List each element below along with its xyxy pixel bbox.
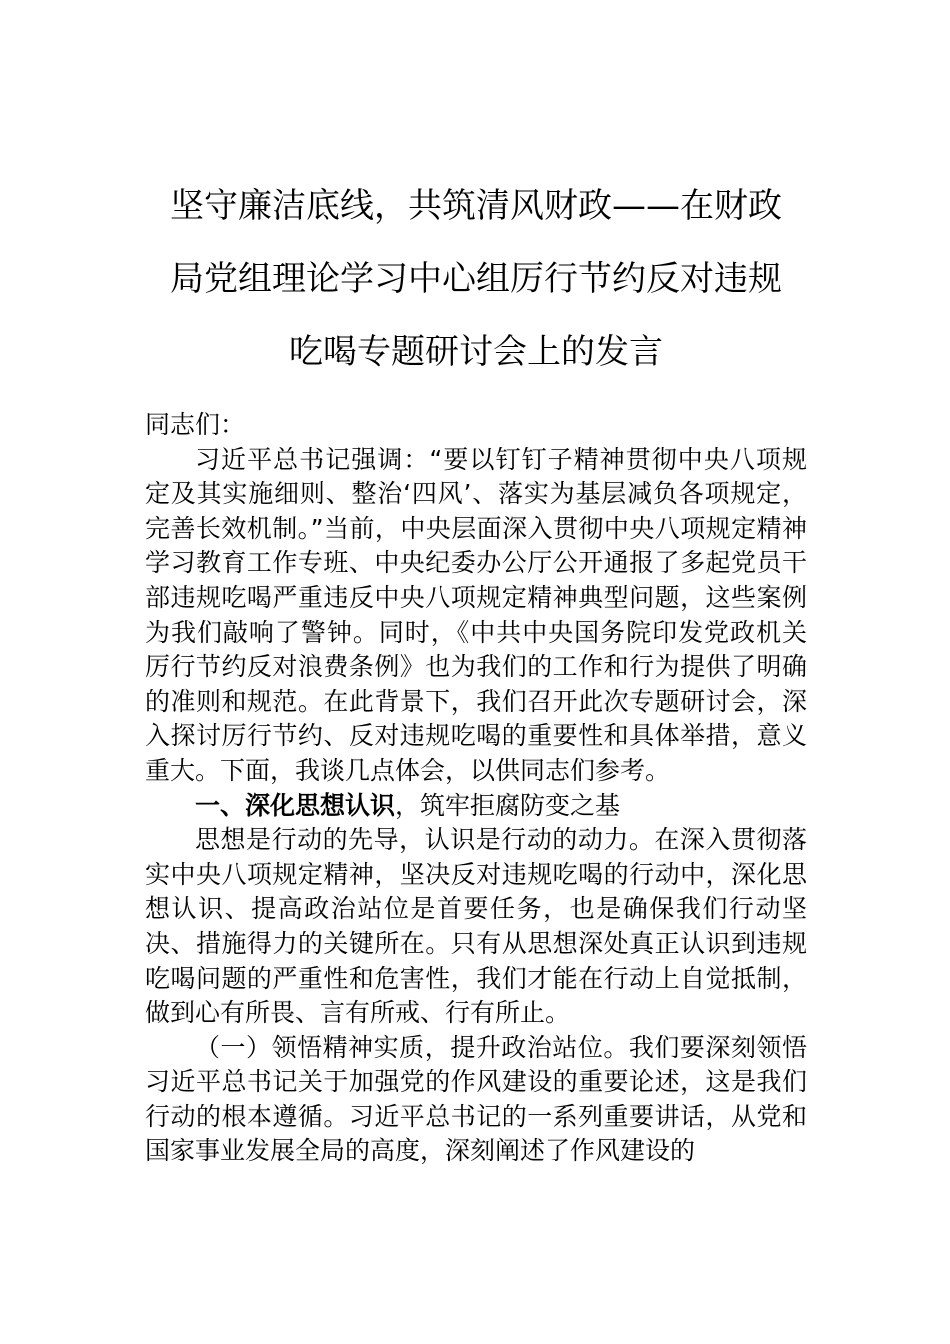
- section-1-heading-prefix: 一、深化思想认识: [195, 790, 396, 820]
- section-1-paragraph: 思想是行动的先导，认识是行动的动力。在深入贯彻落实中央八项规定精神，坚决反对违规吃喝的行动中，深化思想认识、提高政治站位是首要任务，也是确保我们行动坚决、措施得力的关键所在。只有从思想深处真正认识到违规吃喝问题的严重性和危害性，我们才能在行动上自觉抵制，做到心有所畏、言有所戒、行有所止。: [145, 825, 807, 1028]
- document-title: [150, 170, 802, 389]
- title-line-2: 局党组理论学习中心组厉行节约反对违规: [170, 259, 782, 299]
- document-body: [145, 408, 807, 1169]
- intro-paragraph: 习近平总书记强调：“要以钉钉子精神贯彻中央八项规定及其实施细则、整治‘四风’、落实为基层减负各项规定，完善长效机制。”当前，中央层面深入贯彻中央八项规定精神学习教育工作专班、中央纪委办公厅公开通报了多起党员干部违规吃喝严重违反中央八项规定精神典型问题，这些案例为我们敲响了警钟。同时，《中共中央国务院印发党政机关厉行节约反对浪费条例》也为我们的工作和行为提供了明确的准则和规范。在此背景下，我们召开此次专题研讨会，深入探讨厉行节约、反对违规吃喝的重要性和具体举措，意义重大。下面，我谈几点体会，以供同志们参考。: [145, 444, 807, 785]
- section-1-subsection-1: （一）领悟精神实质，提升政治站位。我们要深刻领悟习近平总书记关于加强党的作风建设的重要论述，这是我们行动的根本遵循。习近平总书记的一系列重要讲话，从党和国家事业发展全局的高度，深刻阐述了作风建设的: [145, 1032, 807, 1166]
- section-1-heading-rest: ，筑牢拒腐防变之基: [395, 790, 621, 820]
- salutation: 同志们：: [145, 410, 246, 439]
- title-line-3: 吃喝专题研讨会上的发言: [289, 332, 663, 372]
- section-1-heading: [145, 789, 807, 824]
- title-line-1: 坚守廉洁底线，共筑清风财政——在财政: [170, 186, 782, 226]
